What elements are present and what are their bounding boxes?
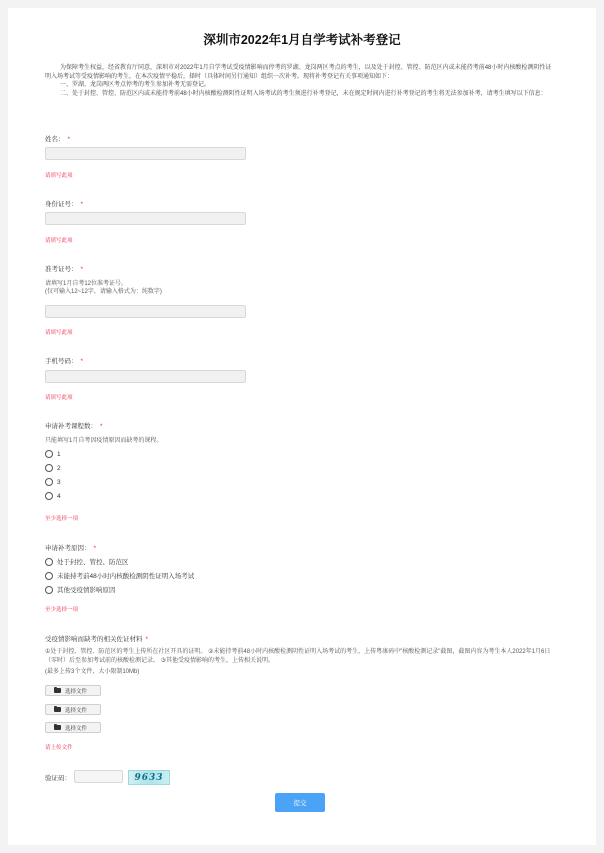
reason-label: [45, 543, 96, 552]
radio-icon[interactable]: [45, 464, 53, 472]
exam-no-error: 请填写此项: [45, 330, 73, 336]
upload-error: 请上传文件: [45, 745, 73, 751]
upload-label: [45, 634, 148, 643]
courses-error: 至少选择一项: [45, 516, 79, 522]
required-mark: *: [93, 545, 97, 552]
option-label: 3: [57, 478, 61, 486]
phone-label-text: 手机号码：: [45, 358, 78, 365]
upload-label-text: 受疫情影响而缺考的相关佐证材料: [45, 636, 143, 643]
choose-file-button-3[interactable]: [45, 722, 101, 733]
captcha-image[interactable]: 9633: [128, 770, 170, 785]
name-label: [45, 134, 70, 143]
option-label: 1: [57, 450, 61, 458]
required-mark: *: [100, 423, 103, 430]
reason-error: 至少选择一项: [45, 607, 79, 613]
choose-file-button-2[interactable]: [45, 704, 101, 715]
id-error: 请填写此项: [45, 238, 73, 244]
intro-paragraph-3: 二、处于封控、管控、防范区内或未能持考前48小时内核酸检测阴性证明入场考试的考生须进行补考登记，未在规定时间内进行补考登记的考生将无法参加补考，请考生填写以下信息：: [60, 90, 547, 97]
phone-label: [45, 356, 83, 365]
radio-icon[interactable]: [45, 492, 53, 500]
reason-label-text: 申请补考原因：: [45, 545, 91, 552]
phone-error: 请填写此项: [45, 395, 73, 401]
reason-option-2[interactable]: [45, 571, 194, 580]
courses-hint: 只能填写1月自考因疫情原因而缺考的课程。: [45, 438, 163, 444]
required-mark: *: [80, 266, 84, 273]
page-title: 深圳市2022年1月自学考试补考登记: [203, 33, 401, 47]
intro-text: [45, 64, 555, 98]
courses-label-text: 申请补考课程数：: [45, 423, 97, 430]
choose-file-button-1[interactable]: [45, 685, 101, 696]
upload-description: ①处于封控、管控、防范区的考生上传所在社区开具的证明。 ②未能持考前48小时内核酸检测阴性证明入场考试的考生，上传粤康码中"核酸检测记录"截图，截图内容为考生本人2022年1月6日（零时）后至参加考试前的核酸检测记录。 ③其他受疫情影响的考生，上传相关说明。: [45, 649, 551, 664]
intro-paragraph-1: 为保障考生权益，经省教育厅同意，深圳市对2022年1月自学考试受疫情影响而停考的罗湖、龙岗两区考点的考生，以及处于封控、管控、防范区内或未能持考前48小时内核酸检测阴性证明入场考试等受疫情影响的考生，在本次疫情平稳后，择时（具体时间另行通知）组织一次补考。现将补考登记有关事项通知如下：: [45, 65, 552, 80]
required-mark: *: [80, 358, 84, 365]
radio-icon[interactable]: [45, 558, 53, 566]
option-label: 未能持考前48小时内核酸检测阴性证明入场考试: [57, 573, 195, 580]
course-option-3[interactable]: [45, 478, 61, 486]
option-label: 处于封控、管控、防范区: [57, 559, 129, 566]
exam-no-label-text: 准考证号：: [45, 266, 78, 273]
radio-icon[interactable]: [45, 450, 53, 458]
folder-icon: [54, 725, 61, 730]
required-mark: *: [80, 201, 84, 208]
button-label: 选择文件: [65, 688, 88, 695]
id-label: [45, 199, 83, 208]
exam-no-label: [45, 264, 83, 273]
submit-button[interactable]: 提交: [275, 793, 325, 812]
captcha-label: 验证码：: [45, 775, 71, 782]
course-option-1[interactable]: [45, 450, 61, 458]
folder-icon: [54, 707, 61, 712]
required-mark: *: [145, 636, 149, 643]
reason-option-1[interactable]: [45, 557, 129, 566]
id-label-text: 身份证号：: [45, 201, 78, 208]
phone-input[interactable]: [45, 370, 246, 383]
name-input[interactable]: [45, 147, 246, 160]
radio-icon[interactable]: [45, 586, 53, 594]
button-label: 选择文件: [65, 707, 88, 714]
upload-limit-note: (最多上传3个文件，大小限制10Mb): [45, 669, 140, 675]
intro-paragraph-2: 一、罗湖、龙岗两区考点停考的考生参加补考无需登记。: [60, 82, 211, 89]
reason-option-3[interactable]: [45, 585, 116, 594]
radio-icon[interactable]: [45, 572, 53, 580]
exam-no-hint-2: (仅可输入12~12字，请输入格式为：纯数字): [45, 289, 162, 295]
exam-no-hint-1: 请填写1月自考12位准考证号。: [45, 281, 128, 287]
option-label: 其他受疫情影响原因: [57, 587, 116, 594]
button-label: 选择文件: [65, 725, 88, 732]
name-label-text: 姓名：: [45, 136, 65, 143]
option-label: 4: [57, 492, 61, 500]
name-error: 请填写此项: [45, 173, 73, 179]
courses-label: [45, 421, 103, 430]
option-label: 2: [57, 464, 61, 472]
course-option-4[interactable]: [45, 492, 61, 500]
captcha-input[interactable]: [74, 770, 123, 783]
folder-icon: [54, 688, 61, 693]
id-input[interactable]: [45, 212, 246, 225]
required-mark: *: [67, 136, 71, 143]
course-option-2[interactable]: [45, 464, 61, 472]
exam-no-input[interactable]: [45, 305, 246, 318]
radio-icon[interactable]: [45, 478, 53, 486]
